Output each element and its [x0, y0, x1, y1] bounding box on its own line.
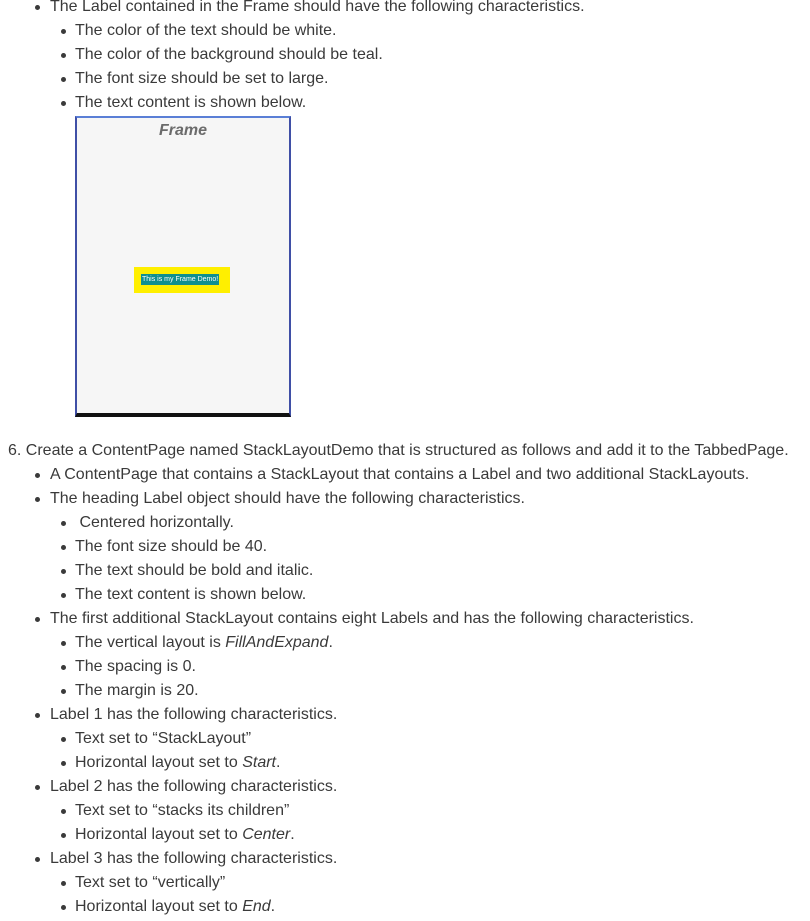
list-item-text: The spacing is 0.	[75, 658, 196, 675]
bullet-icon	[61, 545, 66, 550]
list-item	[75, 801, 289, 821]
list-item-text: Text set to “vertically”	[75, 874, 226, 891]
list-item-text: The Label contained in the Frame should have the following characteristics.	[50, 0, 585, 15]
list-item-text: Horizontal layout set to End.	[75, 898, 276, 915]
bullet-icon	[61, 641, 66, 646]
section-number: 6.	[8, 442, 22, 459]
list-item	[75, 21, 336, 41]
list-item-text: Centered horizontally.	[75, 514, 234, 531]
list-item	[50, 777, 337, 797]
list-item	[50, 465, 749, 485]
list-item	[50, 609, 694, 629]
bullet-icon	[61, 689, 66, 694]
bullet-icon	[61, 665, 66, 670]
section-text: Create a ContentPage named StackLayoutDemo that is structured as follows and add it to the TabbedPage.	[25, 442, 789, 459]
list-item	[75, 873, 225, 893]
bullet-icon	[35, 5, 40, 10]
list-item	[50, 0, 585, 17]
list-item-text: The first additional StackLayout contains eight Labels and has the following characteristics.	[50, 610, 694, 627]
list-item-text: A ContentPage that contains a StackLayout that contains a Label and two additional StackLayouts.	[50, 466, 750, 483]
bullet-icon	[61, 881, 66, 886]
list-item	[75, 561, 313, 581]
bullet-icon	[35, 857, 40, 862]
list-item-text: The vertical layout is FillAndExpand.	[75, 634, 333, 651]
list-item	[75, 825, 295, 845]
list-item-text: The text content is shown below.	[75, 94, 307, 111]
bullet-icon	[61, 809, 66, 814]
bullet-icon	[35, 497, 40, 502]
list-item	[75, 513, 234, 533]
bullet-icon	[61, 29, 66, 34]
frame-title: Frame	[158, 122, 208, 139]
list-item-text: The font size should be 40.	[75, 538, 268, 555]
list-item	[75, 681, 199, 701]
list-item	[75, 69, 328, 89]
list-item-text: The color of the background should be teal.	[75, 46, 383, 63]
bullet-icon	[61, 101, 66, 106]
bullet-icon	[61, 569, 66, 574]
list-item	[75, 93, 306, 113]
list-item-text: Text set to “stacks its children”	[75, 802, 290, 819]
list-item-text: The text content is shown below.	[75, 586, 307, 603]
bullet-icon	[61, 737, 66, 742]
list-item	[75, 45, 383, 65]
list-item	[75, 633, 333, 653]
list-item-text: Text set to “StackLayout”	[75, 730, 252, 747]
frame-label: This is my Frame Demo!	[142, 276, 219, 283]
list-item-text: The font size should be set to large.	[75, 70, 329, 87]
list-item-text: Horizontal layout set to Center.	[75, 826, 295, 843]
list-item	[75, 537, 267, 557]
list-item	[50, 849, 337, 869]
list-item-text: The margin is 20.	[75, 682, 199, 699]
list-item-text: Label 2 has the following characteristics.	[50, 778, 338, 795]
bullet-icon	[35, 473, 40, 478]
section-6-heading	[8, 441, 789, 461]
bullet-icon	[61, 905, 66, 910]
bullet-icon	[35, 713, 40, 718]
list-item-text: The color of the text should be white.	[75, 22, 337, 39]
list-item-text: Label 1 has the following characteristics.	[50, 706, 338, 723]
list-item	[50, 705, 337, 725]
list-item	[75, 897, 275, 917]
bullet-icon	[61, 521, 66, 526]
list-item	[75, 753, 280, 773]
bullet-icon	[35, 785, 40, 790]
bullet-icon	[61, 53, 66, 58]
bullet-icon	[61, 833, 66, 838]
frame-container	[134, 267, 230, 293]
list-item	[50, 489, 525, 509]
list-item-text: Label 3 has the following characteristics.	[50, 850, 338, 867]
list-item-text: The text should be bold and italic.	[75, 562, 314, 579]
bullet-icon	[61, 593, 66, 598]
bullet-icon	[61, 761, 66, 766]
list-item-text: The heading Label object should have the following characteristics.	[50, 490, 525, 507]
frame-demo-screenshot	[75, 116, 291, 417]
list-item	[75, 585, 306, 605]
bullet-icon	[61, 77, 66, 82]
bullet-icon	[35, 617, 40, 622]
list-item	[75, 729, 251, 749]
list-item	[75, 657, 196, 677]
list-item-text: Horizontal layout set to Start.	[75, 754, 281, 771]
